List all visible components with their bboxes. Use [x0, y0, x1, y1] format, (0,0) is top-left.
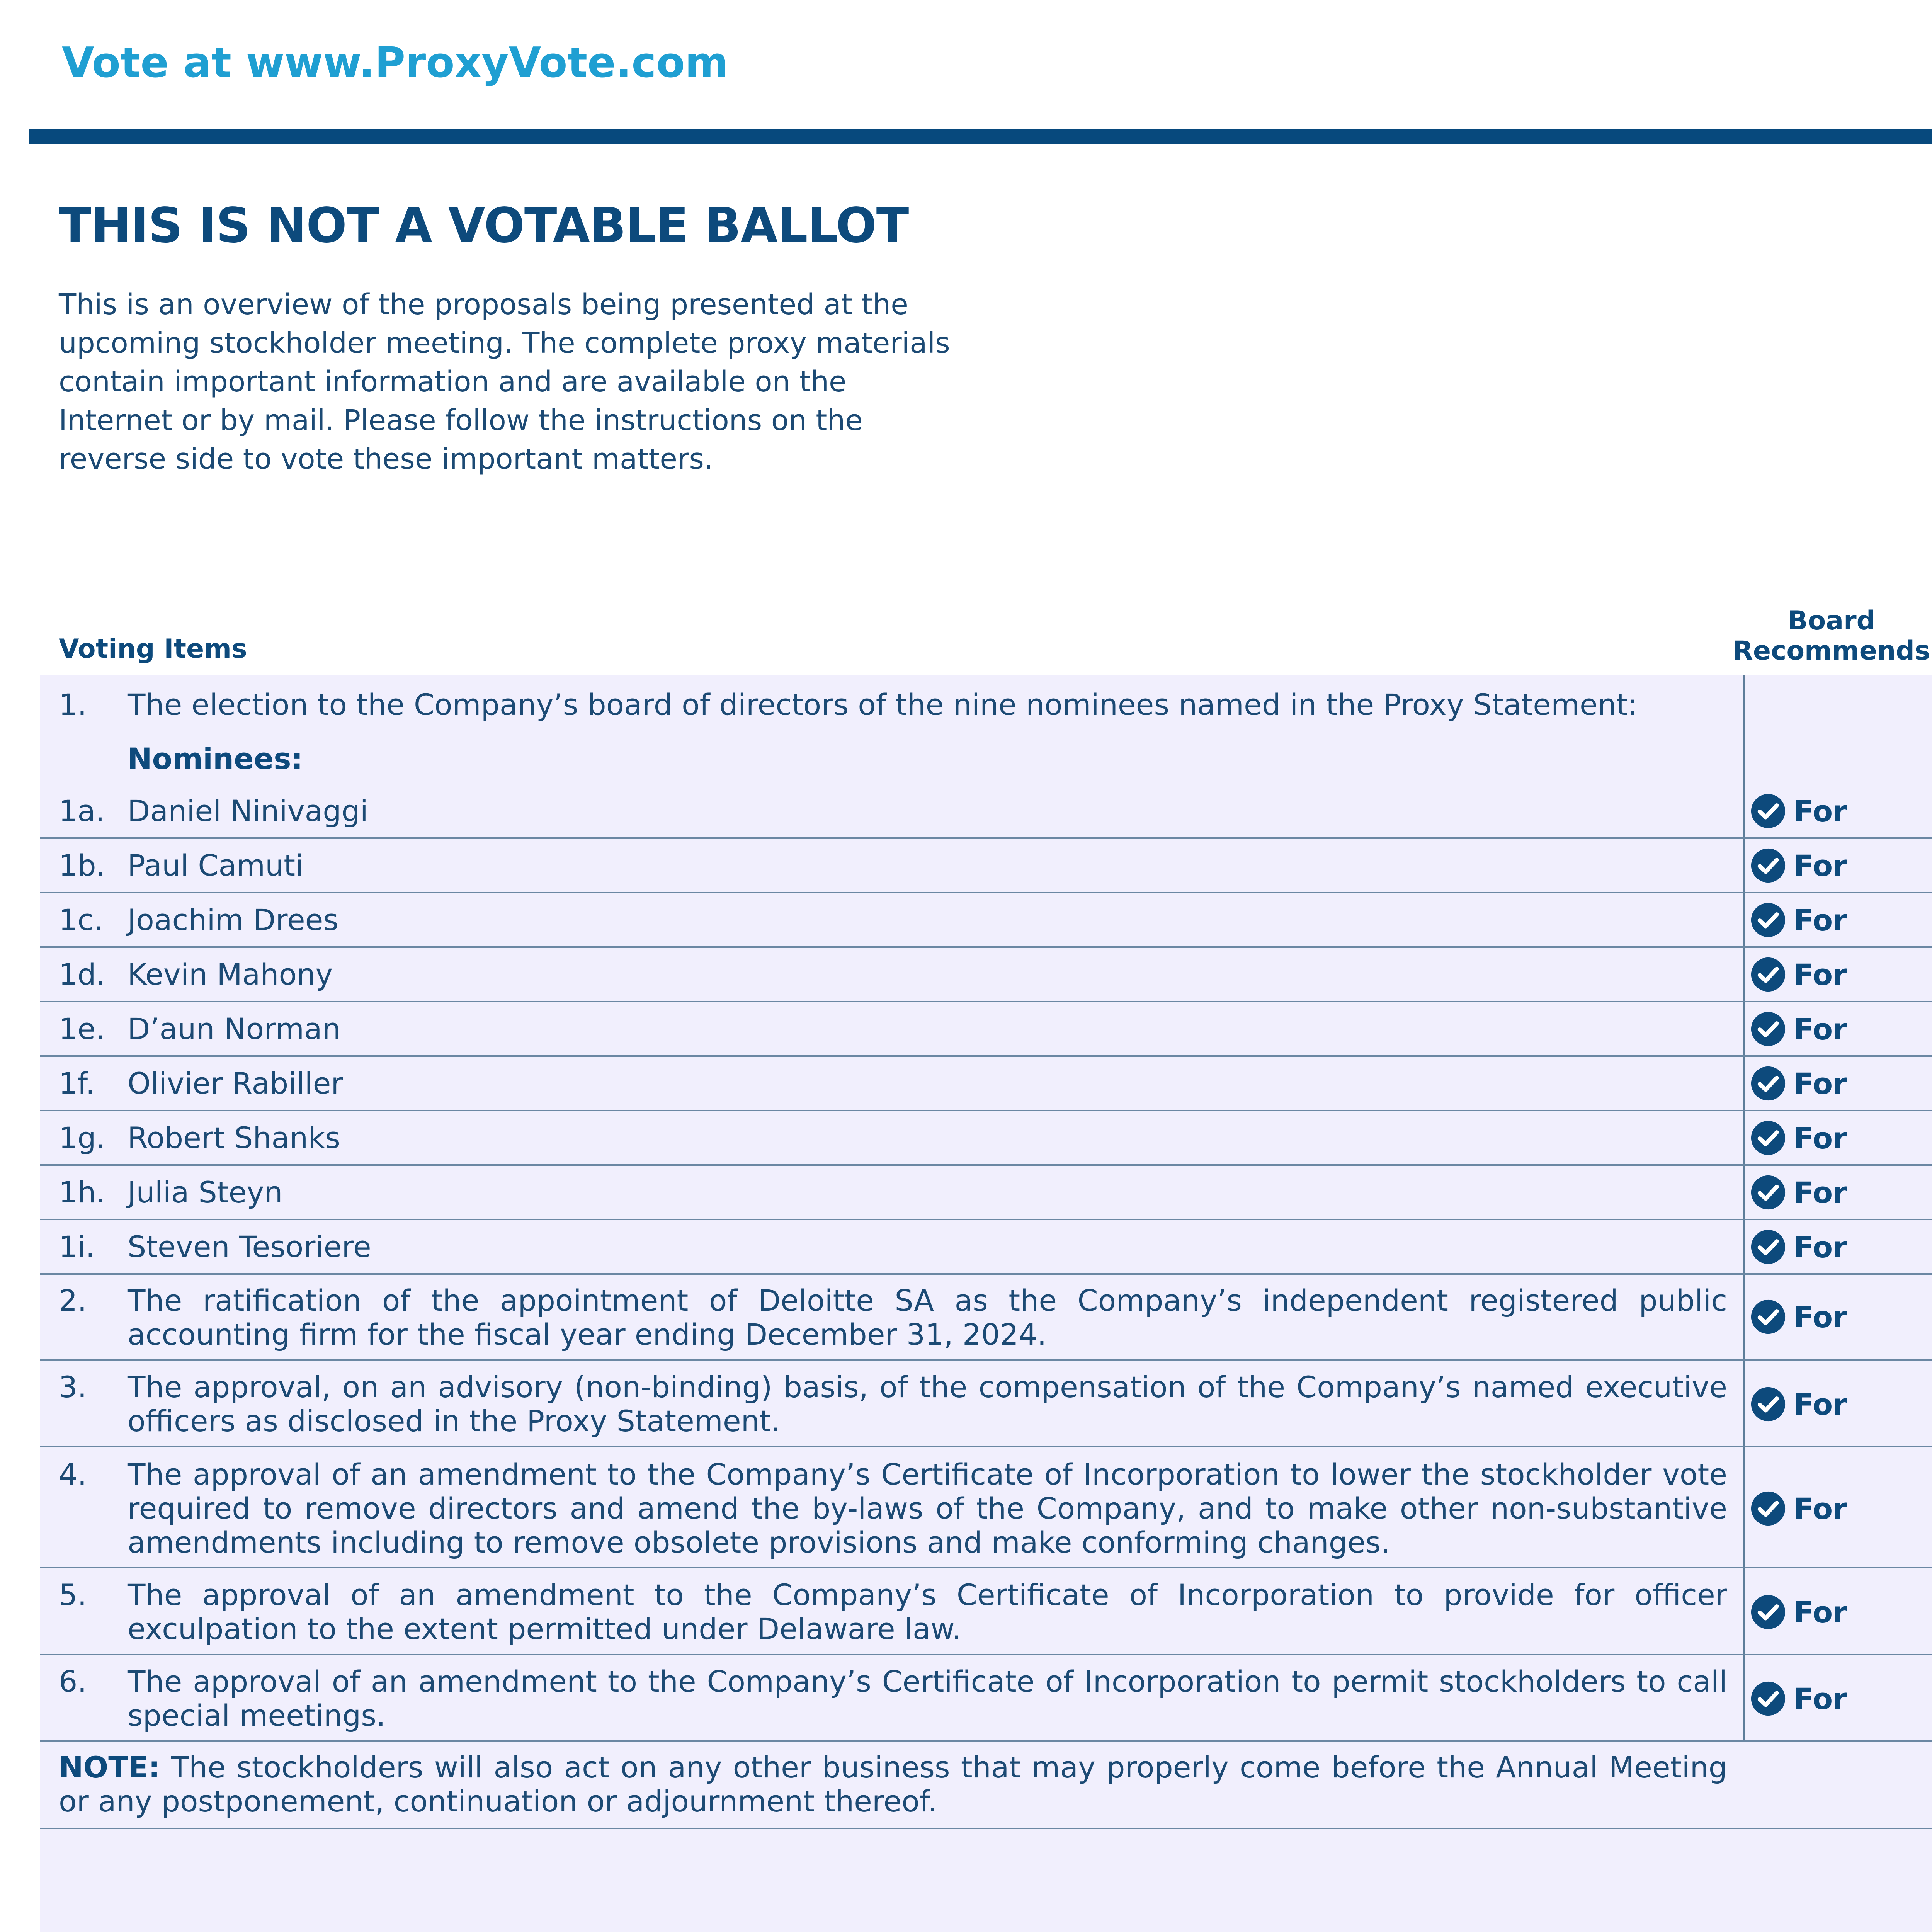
board-recommendation	[1750, 1173, 1928, 1212]
recommendation-label: For	[1794, 1012, 1847, 1046]
recommendation-label: For	[1794, 1387, 1847, 1422]
item-number: 1i.	[59, 1230, 95, 1264]
item-number: 1a.	[59, 794, 105, 828]
check-circle-icon	[1750, 1594, 1786, 1630]
check-circle-icon	[1750, 848, 1786, 883]
voting-items-header: Voting Items	[59, 634, 247, 664]
row-divider	[40, 1110, 1932, 1111]
ballot-title: THIS IS NOT A VOTABLE BALLOT	[59, 198, 909, 253]
item-text: The approval of an amendment to the Company’s Certificate of Incorporation to permit stockholders to call special meetings.	[128, 1664, 1727, 1733]
item-text: The approval of an amendment to the Company’s Certificate of Incorporation to provide for officer exculpation to the extent permitted under Delaware law.	[128, 1578, 1727, 1646]
check-circle-icon	[1750, 1491, 1786, 1526]
row-divider	[40, 892, 1932, 893]
item-number: 1h.	[59, 1175, 105, 1209]
header-rule	[29, 129, 1932, 144]
recommendation-label: For	[1794, 903, 1847, 937]
item-number: 1d.	[59, 957, 105, 992]
note-text: The stockholders will also act on any other business that may properly come before the Annual Meeting or any postponement, continuation or adjournment thereof.	[59, 1750, 1727, 1818]
row-divider	[40, 1446, 1932, 1447]
board-recommendation	[1750, 1228, 1928, 1266]
item-number: 1g.	[59, 1121, 105, 1155]
check-circle-icon	[1750, 1229, 1786, 1265]
board-recommends-header	[1731, 606, 1932, 666]
row-divider	[40, 1359, 1932, 1361]
recommendation-label: For	[1794, 848, 1847, 883]
item-text: Daniel Ninivaggi	[128, 794, 368, 828]
check-circle-icon	[1750, 957, 1786, 992]
board-recommendation	[1750, 1593, 1928, 1631]
item-text: The election to the Company’s board of directors of the nine nominees named in the Proxy Statement:	[128, 687, 1638, 722]
check-circle-icon	[1750, 1120, 1786, 1156]
check-circle-icon	[1750, 1175, 1786, 1210]
row-divider	[40, 1828, 1932, 1829]
item-text: Julia Steyn	[128, 1175, 283, 1209]
board-recommendation	[1750, 792, 1928, 830]
item-number: 1b.	[59, 848, 105, 883]
row-divider	[40, 1654, 1932, 1655]
board-recommendation	[1750, 1385, 1928, 1423]
item-text: Robert Shanks	[128, 1121, 340, 1155]
check-circle-icon	[1750, 1011, 1786, 1047]
recommendation-label: For	[1794, 1491, 1847, 1526]
row-divider	[40, 1164, 1932, 1166]
board-recommendation	[1750, 1119, 1928, 1157]
item-number: 2.	[59, 1283, 87, 1318]
header-url-title: Vote at www.ProxyVote.com	[62, 39, 729, 87]
item-number: 3.	[59, 1370, 87, 1404]
board-recommendation	[1750, 1489, 1928, 1528]
note-paragraph	[59, 1750, 1727, 1818]
check-circle-icon	[1750, 793, 1786, 829]
item-number: 1.	[59, 687, 87, 722]
row-divider	[40, 1740, 1932, 1742]
recommendation-label: For	[1794, 1681, 1847, 1716]
item-number: 1c.	[59, 903, 103, 937]
row-divider	[40, 946, 1932, 948]
item-text: Steven Tesoriere	[128, 1230, 371, 1264]
row-divider	[40, 1219, 1932, 1220]
check-circle-icon	[1750, 1386, 1786, 1422]
board-recommendation	[1750, 1010, 1928, 1048]
board-recommendation	[1750, 1064, 1928, 1103]
board-recommendation	[1750, 1298, 1928, 1336]
check-circle-icon	[1750, 1066, 1786, 1101]
item-number: 1f.	[59, 1066, 95, 1100]
check-circle-icon	[1750, 1681, 1786, 1716]
recommendation-label: For	[1794, 1299, 1847, 1334]
recommendation-label: For	[1794, 1066, 1847, 1101]
item-text: D’aun Norman	[128, 1012, 341, 1046]
item-number: 1e.	[59, 1012, 105, 1046]
item-text: The ratification of the appointment of Deloitte SA as the Company’s independent registered public accounting firm for the fiscal year ending December 31, 2024.	[128, 1283, 1727, 1352]
row-divider	[40, 837, 1932, 839]
recommendation-label: For	[1794, 1230, 1847, 1264]
item-text: The approval of an amendment to the Company’s Certificate of Incorporation to lower the stockholder vote required to remove directors and amend the by-laws of the Company, and to make other non-substantive amendments including to remove obsolete provisions and make conforming changes.	[128, 1457, 1727, 1560]
item-text: The approval, on an advisory (non-binding) basis, of the compensation of the Company’s named executive officers as disclosed in the Proxy Statement.	[128, 1370, 1727, 1438]
recommendation-label: For	[1794, 1121, 1847, 1155]
item-text: Kevin Mahony	[128, 957, 333, 992]
board-recommendation	[1750, 846, 1928, 885]
row-divider	[40, 1567, 1932, 1568]
row-divider	[40, 1001, 1932, 1002]
recommendation-column-divider	[1743, 675, 1745, 1742]
check-circle-icon	[1750, 902, 1786, 938]
item-number: 5.	[59, 1578, 87, 1612]
board-recommendation	[1750, 901, 1928, 939]
item-number: 4.	[59, 1457, 87, 1492]
board-header-line1: Board	[1787, 605, 1876, 636]
item-text: Joachim Drees	[128, 903, 338, 937]
recommendation-label: For	[1794, 1595, 1847, 1629]
board-recommendation	[1750, 1679, 1928, 1718]
item-text: Olivier Rabiller	[128, 1066, 343, 1100]
board-recommendation	[1750, 955, 1928, 994]
item-number: 6.	[59, 1664, 87, 1699]
check-circle-icon	[1750, 1299, 1786, 1335]
item-text: Paul Camuti	[128, 848, 304, 883]
nominees-label: Nominees:	[128, 742, 303, 776]
recommendation-label: For	[1794, 794, 1847, 828]
board-header-line2: Recommends	[1733, 636, 1930, 666]
note-label: NOTE:	[59, 1750, 160, 1784]
recommendation-label: For	[1794, 1175, 1847, 1210]
row-divider	[40, 1273, 1932, 1275]
row-divider	[40, 1055, 1932, 1057]
intro-text: This is an overview of the proposals being presented at the upcoming stockholder meeting. The complete proxy materials contain important information and are available on the Internet or by mail. Please follow the instructions on the reverse side to vote these important matters.	[59, 288, 950, 476]
recommendation-label: For	[1794, 957, 1847, 992]
